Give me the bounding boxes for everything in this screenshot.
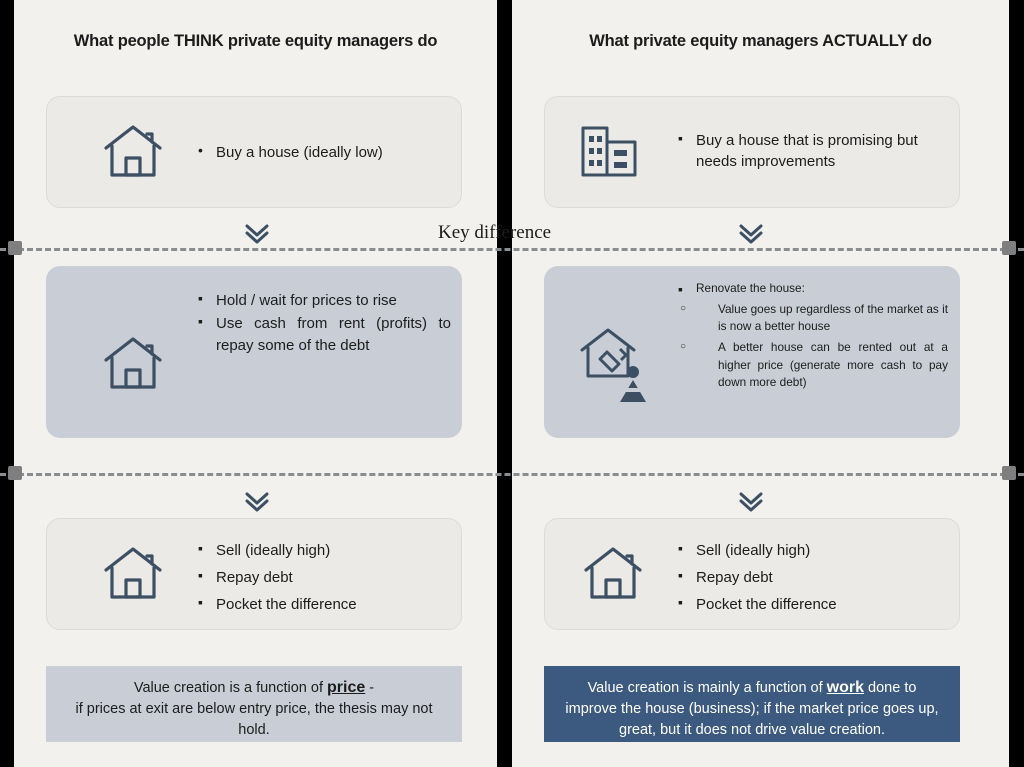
list-item: ▪ Repay debt (676, 565, 931, 590)
list-item: • Buy a house (ideally low) (196, 142, 446, 163)
right-step2-bullets (676, 280, 948, 394)
chevron-down-icon-left-1 (243, 222, 271, 248)
left-step2-bullets (196, 290, 451, 358)
right-summary-line2: improve the house (business); if the market price goes up, great, but it does not drive value creation. (565, 701, 939, 739)
left-summary-line2: if prices at exit are below entry price, the thesis may not hold. (75, 701, 433, 739)
key-difference-top-guide (0, 248, 1024, 251)
right-summary-line1-pre: Value creation is mainly a function of (587, 680, 827, 696)
left-summary-box (46, 666, 462, 742)
chevron-down-icon-right-2 (737, 490, 765, 516)
left-step1-bullets (196, 142, 446, 165)
list-item: ▪ Hold / wait for prices to rise (196, 290, 451, 311)
left-column-title: What people THINK private equity managers do (73, 32, 438, 50)
list-item: ▪ Sell (ideally high) (676, 538, 931, 563)
right-summary-emphasis: work (826, 679, 865, 696)
left-summary-line1-post: - (365, 680, 375, 696)
right-step1-bullets (676, 130, 954, 175)
right-step3-bullets (676, 538, 931, 620)
chevron-down-icon-left-2 (243, 490, 271, 516)
left-summary-line1-pre: Value creation is a function of (133, 680, 328, 696)
selection-handle-top-left[interactable] (8, 241, 22, 255)
office-building-icon (578, 118, 644, 189)
list-item: ▪ Use cash from rent (profits) to repay some of the debt (196, 313, 451, 356)
list-item: ▪ Renovate the house: (676, 280, 948, 298)
list-item: ▪ Sell (ideally high) (196, 538, 451, 563)
left-summary-emphasis: price (327, 679, 366, 696)
house-icon (100, 330, 166, 401)
list-item: ○ A better house can be rented out at a higher price (generate more cash to pay down more debt) (676, 339, 948, 392)
selection-handle-bottom-right[interactable] (1002, 466, 1016, 480)
key-difference-bottom-guide (0, 473, 1024, 476)
list-item: ▪ Pocket the difference (196, 592, 451, 617)
right-column-title: What private equity managers ACTUALLY do (589, 32, 932, 50)
house-icon (580, 540, 646, 611)
list-item: ▪ Repay debt (196, 565, 451, 590)
house-icon (100, 118, 166, 189)
left-step3-bullets (196, 538, 451, 620)
house-icon (100, 540, 166, 611)
house-renovation-icon (576, 322, 656, 411)
chevron-down-icon-right-1 (737, 222, 765, 248)
selection-handle-bottom-left[interactable] (8, 466, 22, 480)
list-item: ▪ Buy a house that is promising but needs improvements (676, 130, 954, 173)
selection-handle-top-right[interactable] (1002, 241, 1016, 255)
key-difference-label: Key difference (438, 222, 552, 243)
right-summary-box (544, 666, 960, 742)
list-item: ▪ Pocket the difference (676, 592, 931, 617)
list-item: ○ Value goes up regardless of the market as it is now a better house (676, 301, 948, 336)
right-summary-line1-post: done to (864, 680, 917, 696)
